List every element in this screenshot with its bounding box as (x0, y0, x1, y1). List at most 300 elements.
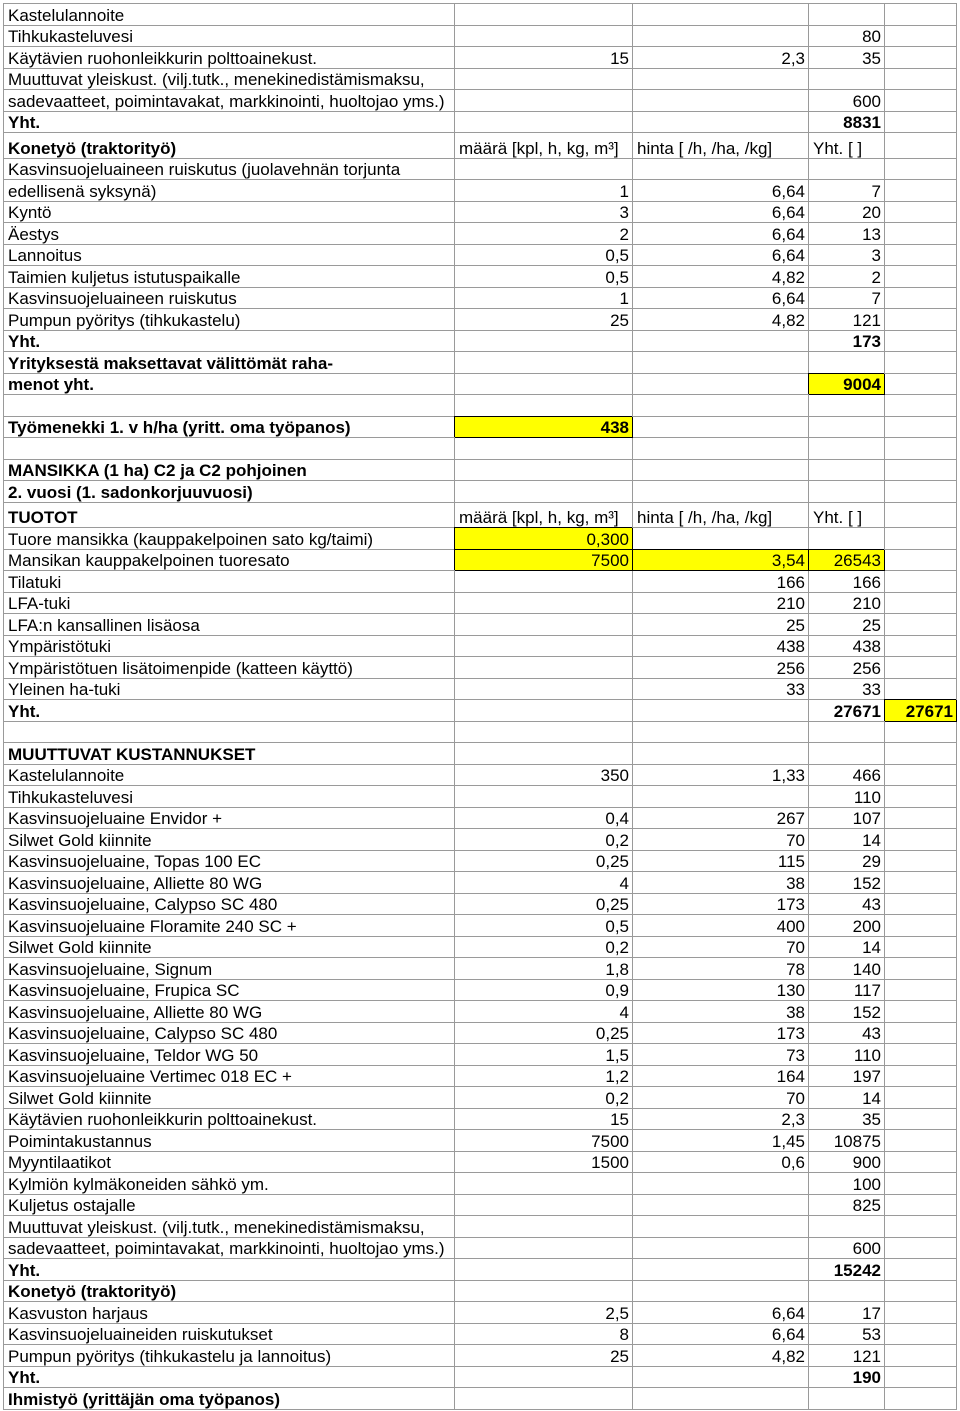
quantity-cell: 7500 (455, 1130, 633, 1152)
quantity-cell (455, 679, 633, 701)
unit-price-cell: 2,3 (633, 1109, 809, 1131)
grand-total-cell (885, 851, 957, 873)
grand-total-cell (885, 1023, 957, 1045)
row-label: Työmenekki 1. v h/ha (yritt. oma työpanos) (4, 417, 455, 439)
unit-price-cell (633, 1259, 809, 1281)
row-label: Ihmistyö (yrittäjän oma työpanos) (4, 1388, 455, 1410)
quantity-cell: 25 (455, 309, 633, 331)
grand-total-cell (885, 47, 957, 69)
table-row (4, 1281, 957, 1303)
row-label: Yht. (4, 112, 455, 134)
unit-price-cell: 38 (633, 1001, 809, 1023)
total-cell: 43 (809, 894, 885, 916)
grand-total-cell (885, 614, 957, 636)
quantity-cell (455, 352, 633, 374)
table-row (4, 829, 957, 851)
grand-total-cell (885, 829, 957, 851)
total-cell: 438 (809, 636, 885, 658)
quantity-cell: 0,2 (455, 937, 633, 959)
grand-total-cell (885, 550, 957, 572)
total-row (4, 1259, 957, 1281)
unit-price-cell (633, 112, 809, 134)
total-cell (809, 352, 885, 374)
table-row (4, 765, 957, 787)
quantity-cell: 0,300 (455, 528, 633, 550)
row-label: Kastelulannoite (4, 4, 455, 26)
grand-total-cell (885, 958, 957, 980)
total-cell: 152 (809, 872, 885, 894)
table-row (4, 1173, 957, 1195)
table-row (4, 481, 957, 503)
total-cell: 53 (809, 1324, 885, 1346)
column-header-total: Yht. [ ] (809, 133, 885, 159)
grand-total-cell (885, 571, 957, 593)
column-header-price: hinta [ /h, /ha, /kg] (633, 133, 809, 159)
table-row (4, 743, 957, 765)
total-cell: 600 (809, 90, 885, 112)
grand-total-cell (885, 786, 957, 808)
quantity-cell (455, 593, 633, 615)
row-label: Tihkukasteluvesi (4, 786, 455, 808)
unit-price-cell: 3,54 (633, 550, 809, 572)
table-row (4, 266, 957, 288)
table-row (4, 1388, 957, 1410)
quantity-cell: 4 (455, 1001, 633, 1023)
unit-price-cell: 0,6 (633, 1152, 809, 1174)
total-cell: 26543 (809, 550, 885, 572)
unit-price-cell (633, 395, 809, 417)
row-label: Kasvinsuojeluaine, Alliette 80 WG (4, 1001, 455, 1023)
blank-row (4, 438, 957, 460)
row-label: Silwet Gold kiinnite (4, 937, 455, 959)
row-label: Pumpun pyöritys (tihkukastelu) (4, 309, 455, 331)
grand-total-cell (885, 1281, 957, 1303)
quantity-cell (455, 636, 633, 658)
quantity-cell (455, 159, 633, 181)
row-label: edellisenä syksynä) (4, 180, 455, 202)
grand-total-cell (885, 894, 957, 916)
row-label: Yht. (4, 331, 455, 353)
total-cell: 100 (809, 1173, 885, 1195)
grand-total-cell (885, 69, 957, 91)
unit-price-cell (633, 1238, 809, 1260)
column-header-row (4, 503, 957, 529)
table-row (4, 26, 957, 48)
total-cell: 197 (809, 1066, 885, 1088)
table-row (4, 1087, 957, 1109)
blank-row (4, 395, 957, 417)
blank-row (4, 722, 957, 744)
row-label: Ympäristötuki (4, 636, 455, 658)
unit-price-cell: 6,64 (633, 1302, 809, 1324)
grand-total-cell (885, 90, 957, 112)
row-label: Kasvinsuojeluaine, Alliette 80 WG (4, 872, 455, 894)
unit-price-cell: 210 (633, 593, 809, 615)
unit-price-cell: 166 (633, 571, 809, 593)
unit-price-cell: 173 (633, 894, 809, 916)
grand-total-cell (885, 1130, 957, 1152)
unit-price-cell: 6,64 (633, 288, 809, 310)
unit-price-cell: 115 (633, 851, 809, 873)
grand-total-cell (885, 395, 957, 417)
total-cell (809, 159, 885, 181)
row-label: Poimintakustannus (4, 1130, 455, 1152)
quantity-cell: 0,4 (455, 808, 633, 830)
quantity-cell: 0,5 (455, 915, 633, 937)
total-cell: 14 (809, 829, 885, 851)
grand-total-cell (885, 180, 957, 202)
table-row (4, 614, 957, 636)
row-label: Yht. (4, 1367, 455, 1389)
row-label: Kasvinsuojeluaine Envidor + (4, 808, 455, 830)
grand-total-cell (885, 1195, 957, 1217)
unit-price-cell: 4,82 (633, 309, 809, 331)
quantity-cell: 7500 (455, 550, 633, 572)
table-row (4, 1152, 957, 1174)
row-label: Muuttuvat yleiskust. (vilj.tutk., menekinedistämismaksu, (4, 1216, 455, 1238)
unit-price-cell (633, 1216, 809, 1238)
row-label: MANSIKKA (1 ha) C2 ja C2 pohjoinen (4, 460, 455, 482)
grand-total-cell (885, 202, 957, 224)
total-cell: 35 (809, 1109, 885, 1131)
quantity-cell (455, 1259, 633, 1281)
table-row (4, 1109, 957, 1131)
total-cell: 110 (809, 1044, 885, 1066)
quantity-cell: 1,2 (455, 1066, 633, 1088)
table-row (4, 202, 957, 224)
quantity-cell: 15 (455, 47, 633, 69)
quantity-cell (455, 331, 633, 353)
table-row (4, 1066, 957, 1088)
unit-price-cell (633, 460, 809, 482)
table-row (4, 657, 957, 679)
total-cell (809, 395, 885, 417)
unit-price-cell: 6,64 (633, 245, 809, 267)
quantity-cell: 0,9 (455, 980, 633, 1002)
grand-total-cell (885, 374, 957, 396)
quantity-cell: 0,25 (455, 894, 633, 916)
row-label: LFA:n kansallinen lisäosa (4, 614, 455, 636)
grand-total-cell (885, 1001, 957, 1023)
total-row (4, 1367, 957, 1389)
table-row (4, 958, 957, 980)
quantity-cell (455, 4, 633, 26)
total-cell: 121 (809, 1345, 885, 1367)
row-label: sadevaatteet, poimintavakat, markkinointi, huoltojao yms.) (4, 1238, 455, 1260)
total-cell: 140 (809, 958, 885, 980)
quantity-cell (455, 571, 633, 593)
quantity-cell (455, 438, 633, 460)
total-cell: 17 (809, 1302, 885, 1324)
grand-total-cell (885, 1109, 957, 1131)
quantity-cell (455, 1173, 633, 1195)
grand-total-cell (885, 1044, 957, 1066)
total-cell (809, 460, 885, 482)
unit-price-cell (633, 417, 809, 439)
total-cell: 121 (809, 309, 885, 331)
quantity-cell (455, 69, 633, 91)
quantity-cell (455, 657, 633, 679)
grand-total-cell (885, 1173, 957, 1195)
grand-total-cell (885, 528, 957, 550)
total-row (4, 112, 957, 134)
grand-total-cell (885, 1066, 957, 1088)
unit-price-cell (633, 352, 809, 374)
unit-price-cell (633, 438, 809, 460)
table-row (4, 4, 957, 26)
total-cell: 166 (809, 571, 885, 593)
unit-price-cell: 4,82 (633, 1345, 809, 1367)
unit-price-cell: 38 (633, 872, 809, 894)
unit-price-cell (633, 743, 809, 765)
quantity-cell: 0,5 (455, 266, 633, 288)
row-label: Silwet Gold kiinnite (4, 829, 455, 851)
quantity-cell: 2,5 (455, 1302, 633, 1324)
unit-price-cell: 6,64 (633, 223, 809, 245)
quantity-cell: 0,25 (455, 1023, 633, 1045)
row-label: Kasvinsuojeluaine Floramite 240 SC + (4, 915, 455, 937)
row-label: Taimien kuljetus istutuspaikalle (4, 266, 455, 288)
quantity-cell (455, 1216, 633, 1238)
quantity-cell (455, 700, 633, 722)
grand-total-cell (885, 980, 957, 1002)
row-label (4, 438, 455, 460)
quantity-cell (455, 1367, 633, 1389)
quantity-cell (455, 460, 633, 482)
row-label: Yleinen ha-tuki (4, 679, 455, 701)
unit-price-cell: 33 (633, 679, 809, 701)
table-row (4, 1195, 957, 1217)
table-row (4, 1345, 957, 1367)
grand-total-cell (885, 636, 957, 658)
unit-price-cell: 70 (633, 1087, 809, 1109)
unit-price-cell (633, 1173, 809, 1195)
table-row (4, 223, 957, 245)
unit-price-cell (633, 90, 809, 112)
total-cell: 466 (809, 765, 885, 787)
unit-price-cell: 25 (633, 614, 809, 636)
column-header-qty: määrä [kpl, h, kg, m³] (455, 133, 633, 159)
column-header-price: hinta [ /h, /ha, /kg] (633, 503, 809, 529)
grand-total-cell (885, 4, 957, 26)
table-row (4, 309, 957, 331)
table-row (4, 1216, 957, 1238)
row-label: Kyntö (4, 202, 455, 224)
unit-price-cell: 4,82 (633, 266, 809, 288)
grand-total-cell (885, 133, 957, 159)
row-label: Kasvinsuojeluaine, Frupica SC (4, 980, 455, 1002)
row-label: 2. vuosi (1. sadonkorjuuvuosi) (4, 481, 455, 503)
total-cell (809, 1216, 885, 1238)
total-cell (809, 1388, 885, 1410)
quantity-cell: 0,25 (455, 851, 633, 873)
row-label: Konetyö (traktorityö) (4, 1281, 455, 1303)
grand-total-cell (885, 112, 957, 134)
grand-total-cell (885, 937, 957, 959)
unit-price-cell: 1,45 (633, 1130, 809, 1152)
row-label: menot yht. (4, 374, 455, 396)
total-cell: 15242 (809, 1259, 885, 1281)
quantity-cell: 438 (455, 417, 633, 439)
grand-total-cell (885, 679, 957, 701)
grand-total-cell (885, 1345, 957, 1367)
total-cell: 152 (809, 1001, 885, 1023)
grand-total-cell (885, 438, 957, 460)
table-row (4, 352, 957, 374)
quantity-cell (455, 90, 633, 112)
table-row (4, 550, 957, 572)
total-cell: 200 (809, 915, 885, 937)
row-label: Muuttuvat yleiskust. (vilj.tutk., menekinedistämismaksu, (4, 69, 455, 91)
unit-price-cell (633, 69, 809, 91)
unit-price-cell: 6,64 (633, 1324, 809, 1346)
grand-total-cell (885, 266, 957, 288)
unit-price-cell: 173 (633, 1023, 809, 1045)
quantity-cell (455, 26, 633, 48)
total-cell: 107 (809, 808, 885, 830)
table-row (4, 915, 957, 937)
row-label: Kastelulannoite (4, 765, 455, 787)
grand-total-cell (885, 26, 957, 48)
total-cell: 117 (809, 980, 885, 1002)
table-row (4, 528, 957, 550)
row-label: Kasvinsuojeluaine, Topas 100 EC (4, 851, 455, 873)
quantity-cell: 15 (455, 1109, 633, 1131)
quantity-cell: 1,8 (455, 958, 633, 980)
unit-price-cell (633, 4, 809, 26)
quantity-cell: 0,5 (455, 245, 633, 267)
grand-total-cell (885, 593, 957, 615)
total-cell (809, 1281, 885, 1303)
grand-total-cell (885, 872, 957, 894)
quantity-cell: 1 (455, 180, 633, 202)
grand-total-cell (885, 245, 957, 267)
quantity-cell: 1 (455, 288, 633, 310)
total-cell: 14 (809, 1087, 885, 1109)
grand-total-cell (885, 915, 957, 937)
row-label: Kylmiön kylmäkoneiden sähkö ym. (4, 1173, 455, 1195)
row-label: Äestys (4, 223, 455, 245)
row-label: Kasvinsuojeluaine, Calypso SC 480 (4, 1023, 455, 1045)
quantity-cell (455, 743, 633, 765)
total-cell (809, 438, 885, 460)
total-cell: 13 (809, 223, 885, 245)
quantity-cell: 1500 (455, 1152, 633, 1174)
unit-price-cell (633, 528, 809, 550)
cost-calculation-table (3, 3, 957, 1410)
grand-total-cell (885, 1087, 957, 1109)
table-row (4, 374, 957, 396)
row-label: Yht. (4, 700, 455, 722)
unit-price-cell: 70 (633, 829, 809, 851)
grand-total-cell (885, 743, 957, 765)
total-cell: 8831 (809, 112, 885, 134)
total-cell: 43 (809, 1023, 885, 1045)
unit-price-cell: 78 (633, 958, 809, 980)
total-cell: 210 (809, 593, 885, 615)
unit-price-cell: 438 (633, 636, 809, 658)
quantity-cell (455, 395, 633, 417)
table-row (4, 1001, 957, 1023)
table-row (4, 417, 957, 439)
quantity-cell (455, 112, 633, 134)
unit-price-cell (633, 1281, 809, 1303)
grand-total-cell (885, 1259, 957, 1281)
grand-total-cell (885, 1238, 957, 1260)
table-row (4, 851, 957, 873)
table-row (4, 245, 957, 267)
total-cell: 33 (809, 679, 885, 701)
row-label: Yrityksestä maksettavat välittömät raha- (4, 352, 455, 374)
row-label: Silwet Gold kiinnite (4, 1087, 455, 1109)
unit-price-cell (633, 786, 809, 808)
table-row (4, 288, 957, 310)
table-row (4, 679, 957, 701)
total-cell: 7 (809, 180, 885, 202)
quantity-cell (455, 1238, 633, 1260)
grand-total-cell (885, 331, 957, 353)
total-cell: 600 (809, 1238, 885, 1260)
grand-total-cell: 27671 (885, 700, 957, 722)
unit-price-cell (633, 722, 809, 744)
table-row (4, 90, 957, 112)
grand-total-cell (885, 1152, 957, 1174)
unit-price-cell: 1,33 (633, 765, 809, 787)
table-row (4, 47, 957, 69)
quantity-cell (455, 1195, 633, 1217)
unit-price-cell: 164 (633, 1066, 809, 1088)
unit-price-cell (633, 159, 809, 181)
quantity-cell: 25 (455, 1345, 633, 1367)
row-label: TUOTOT (4, 503, 455, 529)
unit-price-cell (633, 26, 809, 48)
unit-price-cell (633, 481, 809, 503)
table-row (4, 808, 957, 830)
total-cell (809, 417, 885, 439)
unit-price-cell (633, 1367, 809, 1389)
grand-total-cell (885, 1367, 957, 1389)
row-label: Lannoitus (4, 245, 455, 267)
table-row (4, 69, 957, 91)
row-label: Kasvinsuojeluaine, Calypso SC 480 (4, 894, 455, 916)
table-row (4, 937, 957, 959)
total-cell: 256 (809, 657, 885, 679)
total-cell: 25 (809, 614, 885, 636)
grand-total-cell (885, 657, 957, 679)
row-label: Kasvinsuojeluaine, Teldor WG 50 (4, 1044, 455, 1066)
unit-price-cell (633, 1388, 809, 1410)
quantity-cell (455, 722, 633, 744)
quantity-cell (455, 374, 633, 396)
unit-price-cell: 73 (633, 1044, 809, 1066)
total-cell: 35 (809, 47, 885, 69)
column-header-qty: määrä [kpl, h, kg, m³] (455, 503, 633, 529)
grand-total-cell (885, 159, 957, 181)
total-cell: 29 (809, 851, 885, 873)
total-cell (809, 481, 885, 503)
total-cell: 900 (809, 1152, 885, 1174)
table-row (4, 1130, 957, 1152)
total-cell: 14 (809, 937, 885, 959)
row-label: Kasvinsuojeluaine, Signum (4, 958, 455, 980)
table-row (4, 636, 957, 658)
row-label: Tihkukasteluvesi (4, 26, 455, 48)
unit-price-cell (633, 700, 809, 722)
table-row (4, 593, 957, 615)
grand-total-cell (885, 223, 957, 245)
table-row (4, 786, 957, 808)
row-label: Yht. (4, 1259, 455, 1281)
